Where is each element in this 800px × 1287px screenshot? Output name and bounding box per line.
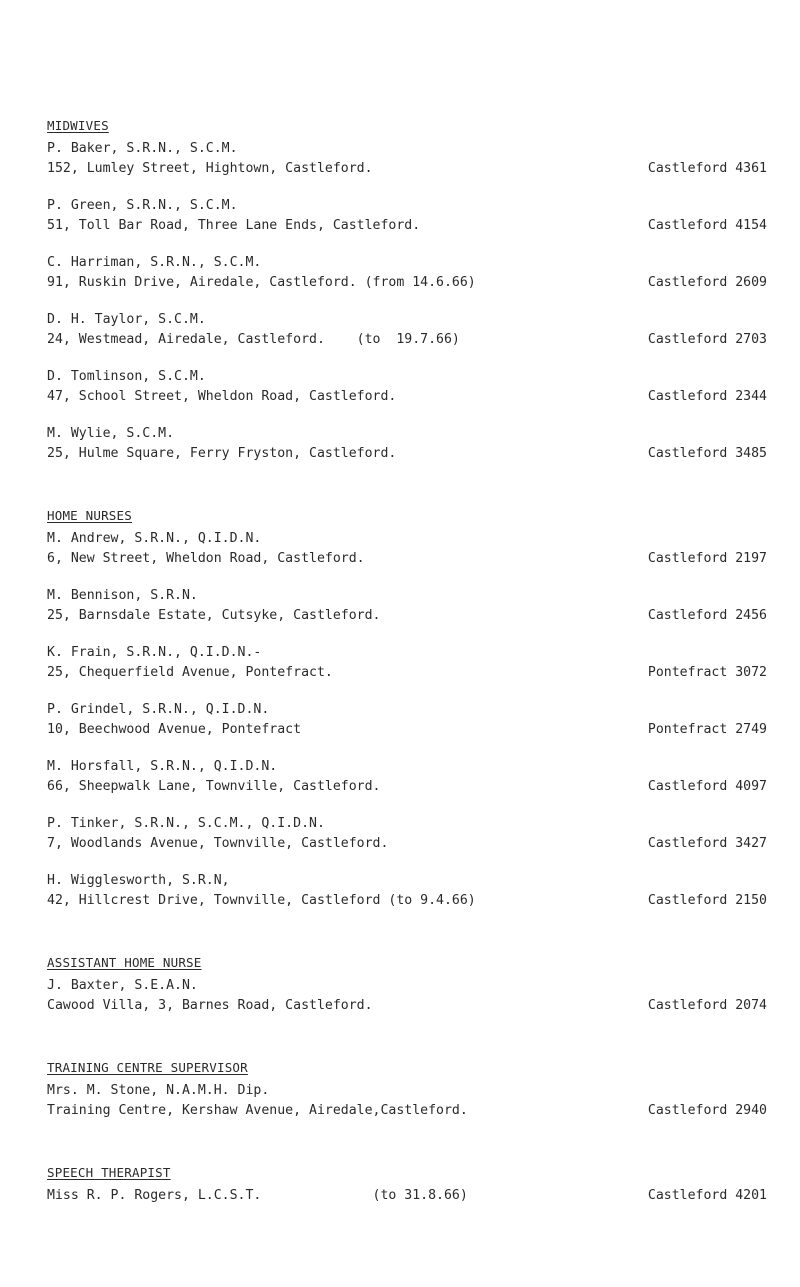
entry-address: 6, New Street, Wheldon Road, Castleford.: [47, 551, 365, 566]
section-heading: SPEECH THERAPIST: [47, 1165, 171, 1180]
entry-name: P. Grindel, S.R.N., Q.I.D.N.: [47, 702, 270, 717]
list-item: [47, 367, 767, 407]
entry-phone: Castleford 3427: [647, 836, 767, 851]
list-item: [47, 139, 767, 179]
entry-address: 24, Westmead, Airedale, Castleford. (to 19.7.66): [47, 332, 460, 347]
entry-name: J. Baxter, S.E.A.N.: [47, 978, 198, 993]
entry-name: K. Frain, S.R.N., Q.I.D.N.-: [47, 645, 262, 660]
entry-name: M. Horsfall, S.R.N., Q.I.D.N.: [47, 759, 278, 774]
entry-address: 25, Hulme Square, Ferry Fryston, Castleford.: [47, 446, 397, 461]
entry-name: P. Green, S.R.N., S.C.M.: [47, 198, 238, 213]
list-item: [47, 757, 767, 797]
entry-phone: Castleford 2150: [647, 893, 767, 908]
list-item: [47, 196, 767, 236]
entry-phone: Castleford 2344: [647, 389, 767, 404]
entry-address: 47, School Street, Wheldon Road, Castleford.: [47, 389, 397, 404]
section-heading: MIDWIVES: [47, 118, 109, 133]
section-heading: ASSISTANT HOME NURSE: [47, 955, 202, 970]
section-heading: HOME NURSES: [47, 508, 132, 523]
section-home-nurses: [47, 508, 767, 911]
entry-phone: Castleford 4097: [647, 779, 767, 794]
entry-address: 91, Ruskin Drive, Airedale, Castleford. (from 14.6.66): [47, 275, 476, 290]
entry-name: P. Tinker, S.R.N., S.C.M., Q.I.D.N.: [47, 816, 325, 831]
entry-address: 25, Barnsdale Estate, Cutsyke, Castleford.: [47, 608, 381, 623]
list-item: [47, 529, 767, 569]
list-item: [47, 424, 767, 464]
section-heading: TRAINING CENTRE SUPERVISOR: [47, 1060, 248, 1075]
entry-name: M. Andrew, S.R.N., Q.I.D.N.: [47, 531, 262, 546]
entry-name: C. Harriman, S.R.N., S.C.M.: [47, 255, 262, 270]
entry-address: 152, Lumley Street, Hightown, Castleford.: [47, 161, 373, 176]
list-item: [47, 586, 767, 626]
list-item: [47, 700, 767, 740]
entry-address: Training Centre, Kershaw Avenue, Airedale,Castleford.: [47, 1103, 468, 1118]
section-training-centre-supervisor: [47, 1060, 767, 1121]
section-assistant-home-nurse: [47, 955, 767, 1016]
list-item: [47, 1081, 767, 1121]
entry-name: M. Bennison, S.R.N.: [47, 588, 198, 603]
entry-phone: Pontefract 2749: [647, 722, 767, 737]
entry-phone: Castleford 4361: [647, 161, 767, 176]
list-item: [47, 871, 767, 911]
list-item: [47, 814, 767, 854]
list-item: [47, 976, 767, 1016]
entry-address: 42, Hillcrest Drive, Townville, Castleford (to 9.4.66): [47, 893, 476, 908]
entry-address: 7, Woodlands Avenue, Townville, Castleford.: [47, 836, 389, 851]
entry-name: P. Baker, S.R.N., S.C.M.: [47, 141, 238, 156]
entry-phone: Castleford 2074: [647, 998, 767, 1013]
entry-address: Cawood Villa, 3, Barnes Road, Castleford.: [47, 998, 373, 1013]
entry-phone: Castleford 2197: [647, 551, 767, 566]
entry-phone: Pontefract 3072: [647, 665, 767, 680]
entry-name: Mrs. M. Stone, N.A.M.H. Dip.: [47, 1083, 270, 1098]
list-item: [47, 643, 767, 683]
list-item: [47, 310, 767, 350]
entry-address: 10, Beechwood Avenue, Pontefract: [47, 722, 302, 737]
list-item: [47, 1186, 767, 1206]
list-item: [47, 253, 767, 293]
entry-phone: Castleford 3485: [647, 446, 767, 461]
entry-name: D. H. Taylor, S.C.M.: [47, 312, 206, 327]
entry-address: 66, Sheepwalk Lane, Townville, Castleford.: [47, 779, 381, 794]
entry-name: M. Wylie, S.C.M.: [47, 426, 175, 441]
entry-phone: Castleford 2940: [647, 1103, 767, 1118]
entry-name: D. Tomlinson, S.C.M.: [47, 369, 206, 384]
entry-address: Miss R. P. Rogers, L.C.S.T. (to 31.8.66): [47, 1188, 468, 1203]
document-page: [47, 118, 767, 1250]
section-speech-therapist: [47, 1165, 767, 1206]
entry-phone: Castleford 4201: [647, 1188, 767, 1203]
entry-phone: Castleford 4154: [647, 218, 767, 233]
entry-phone: Castleford 2609: [647, 275, 767, 290]
entry-address: 25, Chequerfield Avenue, Pontefract.: [47, 665, 333, 680]
entry-phone: Castleford 2703: [647, 332, 767, 347]
section-midwives: [47, 118, 767, 464]
entry-address: 51, Toll Bar Road, Three Lane Ends, Castleford.: [47, 218, 421, 233]
entry-phone: Castleford 2456: [647, 608, 767, 623]
entry-name: H. Wigglesworth, S.R.N,: [47, 873, 230, 888]
